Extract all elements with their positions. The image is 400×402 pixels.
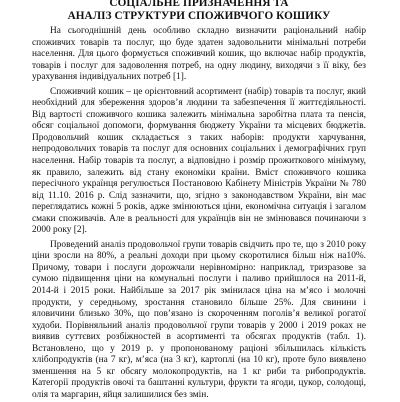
title-line-1: СОЦІАЛЬНЕ ПРИЗНАЧЕННЯ ТА <box>109 0 289 9</box>
title-line-2: АНАЛІЗ СТРУКТУРИ СПОЖИВЧОГО КОШИКУ <box>67 9 331 22</box>
document-body <box>32 26 366 402</box>
paragraph-definition: Споживчий кошик – це орієнтовний асортимент (набір) товарів та послуг, який необхідний для збереження здоров’я людини та забезпечення її життєдіяльності. Від вартості споживчого кошика залежить мінімальна заробітна плата та пенсія, обсяг соціальної допомоги, формування бюджету України та місцевих бюджетів. Продовольчий кошик складається з таких наборів: продукти харчування, непродовольчих товарів та послуг для основних соціальних і демографічних груп населення. Набір товарів та послуг, а відповідно і розмір прожиткового мінімуму, як правило, залежить від стану економіки країни. Вміст споживчого кошика пересічного українця регулюється Постановою Кабінету Міністрів України № 780 від 11.10. 2016 р. Слід зазначити, що, згідно з законодавством України, він має переглядатись кожні 5 років, адже змінюються ціни, економічна ситуація і загалом смаки споживачів. Але в реальності для українців він не змінювався починаючи з 2000 року [2]. <box>32 86 366 236</box>
document-title <box>32 0 366 22</box>
paragraph-analysis: Проведений аналіз продовольчої групи товарів свідчить про те, що з 2010 року ціни зросли на 80%, а реальні доходи при цьому скоротилися більш ніж на10%. Причому, товари і послуги дорожчали нерівномірно: наприклад, тризразове за сумою підвищення ціни на комунальні послуги і паливо прийшлося на 2011-й, 2014-й і 2015 роки. Найбільше за 2017 рік змінилася ціна на м’ясо і молочні продукти, у середньому, зростання становило більше 25%. Для свинини і яловичини близько 30%, що пов’язано із скороченням поголів’я великої рогатої худоби. Порівняльний аналіз продовольчої групи товарів у 2000 і 2019 роках не виявив суттєвих розбіжностей в асортименті та обсягах продуктів (табл. 1). Встановлено, що у 2019 р. у пропонованому раціоні збільшилась кількість хлібопродуктів (на 7 кг), м’яса (на 3 кг), картоплі (на 10 кг), проте було виявлено зменшення на 5 кг обсягу молокопродуктів, на 1 кг риби та рибопродуктів. Категорії продуктів овочі та баштанні культури, фрукти та ягоди, цукор, солодощі, олія та маргарин, яйця залишилися без змін. <box>32 239 366 400</box>
paragraph-intro: На сьогоднішній день особливо складно визначити раціональний набір споживчих товарів та послуг, що буде здатен задовольнити мінімальні потреби населення. Для цього формується споживчий кошик, що включає набір продуктів, товарів і послуг для задоволення потреб, на одну людину, виходячи з її віку, без урахування індивідуальних потреб [1]. <box>32 26 366 83</box>
